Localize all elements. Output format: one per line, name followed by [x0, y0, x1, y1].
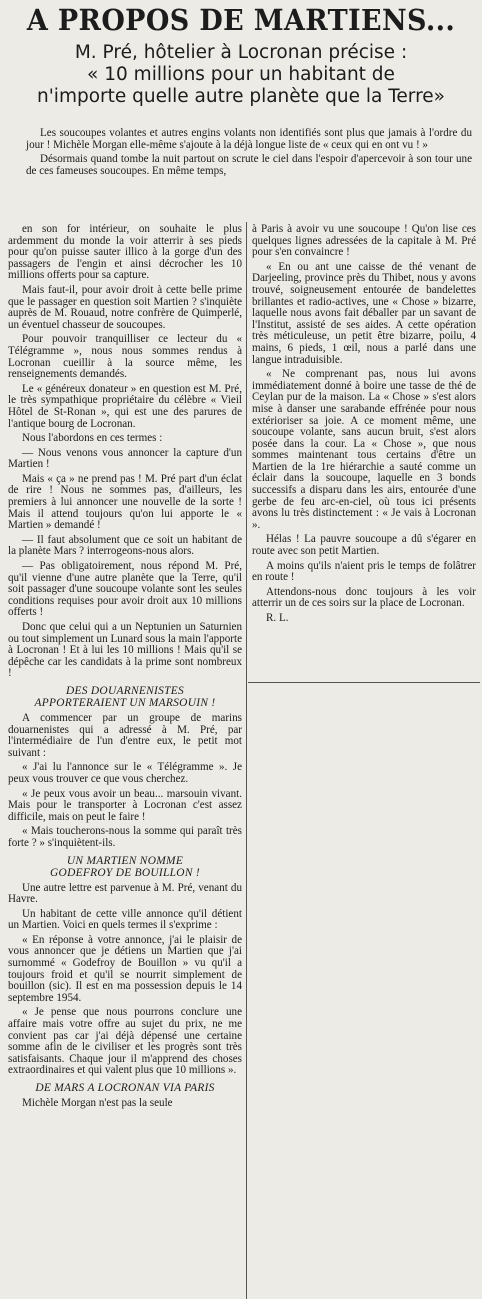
article-paragraph: Michèle Morgan n'est pas la seule	[22, 1097, 173, 1109]
subheadline-line: n'importe quelle autre planète que la Terre»	[37, 86, 445, 107]
article-paragraph: — Nous venons vous annoncer la capture d'un Martien !	[8, 446, 242, 471]
article-paragraph: en son for intérieur, on souhaite le plus ardemment du monde la voir atterrir à ses pieds pour qu'on puisse sauter illico à la gorge d'un des passagers de l'engin et ainsi décrocher les 10 millions offerts pour sa capture.	[8, 224, 242, 282]
subheadline-line: « 10 millions pour un habitant de	[87, 64, 395, 85]
article-paragraph: « Je peux vous avoir un beau... marsouin vivant. Mais pour le transporter à Locronan c'est assez difficile, mais on peut le faire !	[8, 787, 242, 823]
column-left	[8, 224, 242, 1299]
article-paragraph: à Paris à avoir vu une soucoupe ! Qu'on lise ces quelques lignes adressées de la capitale à M. Pré pour s'en convaincre !	[252, 223, 476, 259]
article-paragraph: Mais « ça » ne prend pas ! M. Pré part d'un éclat de rire ! Nous ne sommes pas, d'ailleurs, les premiers à lui annoncer une nouvelle de la sorte ! Mais il attend toujours qu'on lui apporte le « Martien » demandé !	[8, 472, 242, 532]
article-paragraph: A moins qu'ils n'aient pris le temps de folâtrer en route !	[252, 559, 476, 584]
article-paragraph: Mais faut-il, pour avoir droit à cette belle prime que le passager en question soit Martien ? s'inquiète auprès de M. Rouaud, notre confrère de Quimperlé, un éventuel chasseur de soucoupes.	[8, 283, 242, 331]
article-paragraph: « J'ai lu l'annonce sur le « Télégramme ». Je peux vous trouver ce que vous cherchez.	[8, 761, 242, 785]
author-signature: R. L.	[266, 612, 289, 624]
subheading-line: GODEFROY DE BOUILLON !	[50, 866, 200, 879]
column-right	[252, 224, 476, 628]
column-end-rule	[248, 682, 480, 683]
lead-paragraphs	[26, 128, 472, 180]
article-paragraph: A commencer par un groupe de marins douarnenistes qui a adressé à M. Pré, par l'intermédiaire de l'un d'entre eux, le petit mot suivant :	[8, 711, 242, 759]
subheadline	[0, 42, 482, 108]
article-paragraph: « Je pense que nous pourrons conclure une affaire mais votre offre au sujet du prix, ne me convient pas car j'ai déjà dépensé une certaine somme afin de le civiliser et les progrès sont très satisfaisants. Chaque jour il m'apprend des choses extraordinaires et qui valent plus que 10 millions ».	[8, 1006, 242, 1077]
article-paragraph: Pour pouvoir tranquilliser ce lecteur du « Télégramme », nous nous sommes rendus à Locronan cueillir à la source même, les renseignements demandés.	[8, 333, 242, 381]
article-paragraph: Nous l'abordons en ces termes :	[22, 432, 163, 445]
subheading-line: DE MARS A LOCRONAN VIA PARIS	[35, 1082, 215, 1094]
article-paragraph: « En ou ant une caisse de thé venant de Darjeeling, province près du Thibet, nous y avons trouvé, soigneusement entourée de bandelettes brillantes et radio-actives, une « Chose » bizarre, laquelle nous avons fait déballer par un savant de l'Institut, assisté de ses aides. A cette opération très méticuleuse, un petit être bizarre, poilu, 4 mains, 6 pieds, 1 œil, nous a parlé dans une langue intraduisible.	[252, 260, 476, 366]
article-paragraph: Le « généreux donateur » en question est M. Pré, le très sympathique propriétaire du célèbre « Vieil Hôtel de St-Ronan », qui est une des parures de l'antique bourg de Locronan.	[8, 382, 242, 430]
subheadline-line: M. Pré, hôtelier à Locronan précise :	[74, 42, 408, 63]
article-paragraph: — Pas obligatoirement, nous répond M. Pré, qu'il vienne d'une autre planète que la Terre, qu'il soit passager d'une soucoupe volante sont les seules conditions requises pour avoir droit aux 10 millions offerts !	[8, 560, 242, 619]
article-paragraph: « Ne comprenant pas, nous lui avons immédiatement donné à boire une tasse de thé de Ceylan pur de la maison. La « Chose » s'est alors mise à danser une sarabande effrénée pour nous extérioriser sa joie. A ce moment même, une soucoupe volante, sans aucun bruit, s'est alors posée dans la cour. La « Chose », que nous sommes maintenant tous certains d'être un Martien de la 1re hiérarchie a sauté comme un éclair dans la soucoupe, laquelle en 3 bonds successifs a disparu dans les airs, entourée d'une gerbe de feu arc-en-ciel, où tous ici présents avons lu très distinctement : « Je vais à Locronan ».	[252, 368, 476, 531]
article-paragraph: Attendons-nous donc toujours à les voir atterrir un de ces soirs sur la place de Locronan.	[252, 585, 476, 610]
subheading-godefroy	[8, 855, 242, 879]
subheading-douarnenistes	[8, 685, 242, 709]
article-paragraph: Une autre lettre est parvenue à M. Pré, venant du Havre.	[8, 881, 242, 906]
headline: A PROPOS DE MARTIENS...	[26, 3, 456, 37]
subheading-line: DES DOUARNENISTES	[65, 684, 185, 697]
article-paragraph: Un habitant de cette ville annonce qu'il détient un Martien. Voici en quels termes il s'exprime :	[8, 907, 242, 932]
article-paragraph: « Mais toucherons-nous la somme qui paraît très forte ? » s'inquiètent-ils.	[8, 825, 242, 849]
subheading-line: APPORTERAIENT UN MARSOUIN !	[34, 696, 216, 709]
article-paragraph: Donc que celui qui a un Neptunien un Saturnien ou tout simplement un Lunard sous la main l'apporte à Locronan ! Et à lui les 10 millions ! Mais qu'il se dépêche car les candidats à la prime sont nombreux !	[8, 621, 242, 680]
lead-paragraph: Les soucoupes volantes et autres engins volants non identifiés sont plus que jamais à l'ordre du jour ! Michèle Morgan elle-même s'ajoute à la déjà longue liste de « ceux qui en ont vu ! »	[26, 127, 472, 151]
column-divider	[246, 222, 247, 1299]
subheading-line: UN MARTIEN NOMME	[66, 854, 184, 867]
subheading-paris	[8, 1082, 242, 1094]
article-paragraph: « En réponse à votre annonce, j'ai le plaisir de vous annoncer que je détiens un Martien que j'ai surnommé « Godefroy de Bouillon » vu qu'il a toujours froid et qu'il se nourrit simplement de bouillon (sic). Il est en ma possession depuis le 14 septembre 1954.	[8, 933, 242, 1004]
article-paragraph: Hélas ! La pauvre soucoupe a dû s'égarer en route avec son petit Martien.	[252, 533, 476, 558]
lead-paragraph: Désormais quand tombe la nuit partout on scrute le ciel dans l'espoir d'apercevoir à son tour une de ces fameuses soucoupes. En même temps,	[26, 153, 472, 177]
article-paragraph: — Il faut absolument que ce soit un habitant de la planète Mars ? interrogeons-nous alors.	[8, 533, 242, 558]
